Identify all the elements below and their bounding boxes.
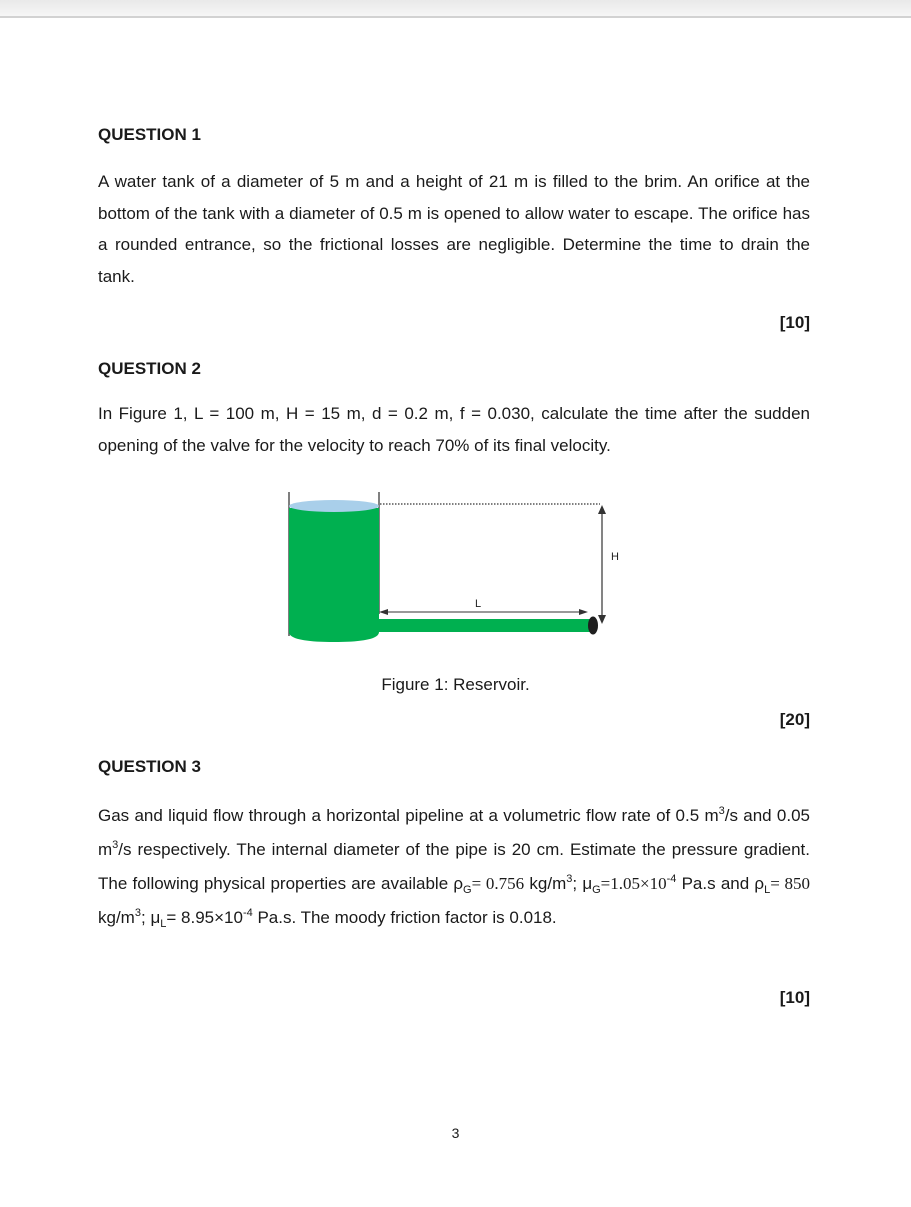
l-arrow-left-icon <box>379 609 388 615</box>
mu-symbol: μ <box>150 908 161 927</box>
question-3 <box>98 757 810 777</box>
h-arrow-down-icon <box>598 615 606 624</box>
valve-icon <box>588 617 598 635</box>
question-2-body <box>98 398 810 461</box>
q3-text-1: Gas and liquid flow through a horizontal pipeline at a volumetric flow rate of 0.5 m <box>98 806 719 825</box>
question-3-body <box>98 799 810 935</box>
label-l: L <box>474 598 482 610</box>
question-2-text: In Figure 1, L = 100 m, H = 15 m, d = 0.2 m, f = 0.030, calculate the time after the sudden opening of the valve for the velocity to reach 70% of its final velocity. <box>98 404 810 455</box>
subscript-l: L <box>160 918 167 930</box>
viewer-top-bar <box>0 0 911 18</box>
rho-symbol: ρ <box>754 874 765 893</box>
question-1 <box>98 125 810 145</box>
q3-text-end: Pa.s. The moody friction factor is 0.018. <box>252 908 557 927</box>
reservoir-figure <box>280 484 620 654</box>
rho-l-value: = 850 <box>770 874 811 893</box>
unit-kg-m3: kg/m <box>524 874 567 893</box>
page-number: 3 <box>451 1125 460 1141</box>
question-3-marks: [10] <box>779 988 810 1007</box>
q3-text-3: /s respectively. The internal diameter of the pipe is 20 cm. Estimate the pressure gradient. The following physical properties are available <box>98 840 810 893</box>
subscript-l: L <box>764 884 771 896</box>
superscript-3: 3 <box>718 805 725 817</box>
q3-text-pas-and: Pa.s and <box>676 874 755 893</box>
semicolon: ; <box>140 908 146 927</box>
exponent-neg4: -4 <box>666 873 677 885</box>
rho-g-value: = 0.756 <box>471 874 525 893</box>
label-h: H <box>611 551 619 563</box>
q3-text-2: /s and 0.05 m <box>98 806 810 859</box>
question-1-body <box>98 166 810 292</box>
l-arrow-right-icon <box>579 609 588 615</box>
question-2 <box>98 359 810 379</box>
mu-l-value: = 8.95×10 <box>166 908 243 927</box>
h-arrow-up-icon <box>598 505 606 514</box>
unit-kg-m3: kg/m <box>98 908 135 927</box>
question-3-heading: QUESTION 3 <box>98 757 201 776</box>
question-2-marks: [20] <box>779 710 810 729</box>
semicolon: ; <box>572 874 578 893</box>
superscript-3: 3 <box>134 907 141 919</box>
superscript-3: 3 <box>112 839 119 851</box>
subscript-g: G <box>463 884 472 896</box>
tank-water <box>289 508 379 642</box>
subscript-g: G <box>592 884 601 896</box>
rho-symbol: ρ <box>453 874 464 893</box>
pipe <box>379 619 592 632</box>
question-1-marks: [10] <box>779 313 810 332</box>
question-1-text: A water tank of a diameter of 5 m and a height of 21 m is filled to the brim. An orifice at the bottom of the tank with a diameter of 0.5 m is opened to allow water to escape. The orifice has a rounded entrance, so the frictional losses are negligible. Determine the time to drain the tank. <box>98 172 810 286</box>
question-1-heading: QUESTION 1 <box>98 125 201 144</box>
mu-symbol: μ <box>582 874 593 893</box>
mu-g-value: =1.05×10 <box>600 874 667 893</box>
figure-caption: Figure 1: Reservoir. <box>381 675 530 694</box>
question-3-text <box>98 799 810 935</box>
exponent-neg4: -4 <box>242 907 253 919</box>
water-surface <box>289 500 379 512</box>
superscript-3: 3 <box>566 873 573 885</box>
question-2-heading: QUESTION 2 <box>98 359 201 378</box>
